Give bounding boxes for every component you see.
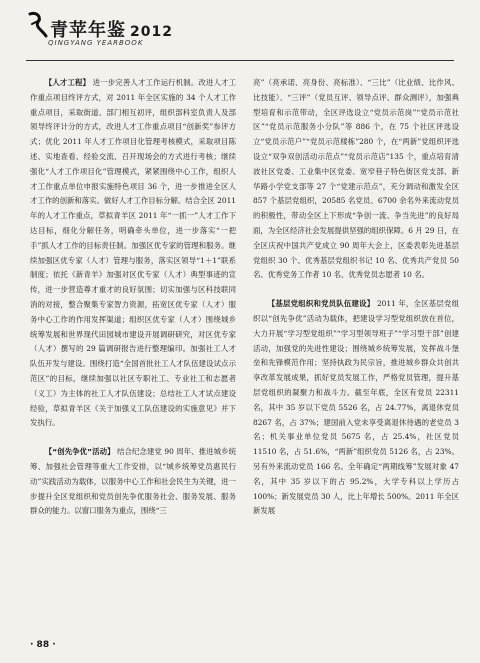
right-column xyxy=(253,76,459,519)
header-rule xyxy=(26,60,454,61)
continued-paragraph: 亮”（亮承诺、亮身份、亮标准）、“三比”（比业绩、比作风、比技能）、“三评”（党员互评、领导点评、群众测评），加强典型培育和示范带动，全区评选设立“党员示范岗”“党员示范社区”“党员示范服务小分队”等 886 个，在 75 个社区评选设立“党员示范户”“党员示范楼栋”280 个，在“两新”党组织评选设立“双争双创活动示范点”“党员示范店”135 个，重点培育清波社区党委、工业集中区党委、宽窄巷子特色街区党支部、新华路小学党支部等 27 个“党建示范点”，充分调动和激发全区 857 个基层党组织，20585 名党员、6700 余名外来流动党员的积极性，带动全区上下形成“争创一流、争当先进”的良好局面，为全区经济社会发展提供坚强的组织保障。6 月 29 日，在全区庆祝中国共产党成立 90 周年大会上，区委表彰先进基层党组织 30 个、优秀基层党组织书记 10 名、优秀共产党员 50 名、优秀党务工作者 10 名、优秀党员志愿者 10 名。 xyxy=(253,78,459,280)
section-talent-title: 【人才工程】 xyxy=(44,78,91,87)
yearbook-subtitle: QINGYANG YEARBOOK xyxy=(48,39,144,47)
section-party-title: 【基层党组织和党员队伍建设】 xyxy=(267,299,375,309)
page-number: · 88 · xyxy=(30,640,56,650)
section-party xyxy=(253,297,459,519)
section-party-body: 2011 年，全区基层党组织以“创先争优”活动为载体，把建设学习型党组织放在首位，大力开展“学习型党组织”“学习型领导班子”“学习型干部”创建活动，加强党的先进性建设；围绕城乡统筹发展，发挥战斗堡垒和先锋模范作用；坚持执政为民宗旨，推进城乡群众共创共享改革发展成果，抓好党员发展工作，严格党员管理，提升基层党组织的凝聚力和战斗力。截至年底，全区有党员 22311 名，其中 35 岁以下党员 5526 名，占 24.77%，离退休党员 8267 名，占 37%；建国前入党未享受离退休待遇的老党员 3 名；机关事业单位党员 5675 名，占 25.4%，社区党员 11510 名，占 51.6%，“两新”组织党员 5126 名，占 23%。另有外来流动党员 166 名。全年确定“两期线筹”发展对象 47 名，其中 35 岁以下的占 95.2%，大学专科以上学历占 100%；新发展党员 30 人，比上年增长 500%。2011 年全区新发展 xyxy=(253,299,459,516)
section-talent xyxy=(30,76,236,431)
title-text: 青苹年鉴 xyxy=(50,20,126,41)
left-column xyxy=(30,76,236,519)
logo-brush-icon xyxy=(26,10,50,40)
section-talent-body: 进一步完善人才工作运行机制。改进人才工作重点项目终评方式，对 2011 年全区实施的 34 个人才工作重点项目，采取街道、部门相互初评，组织部科室负责人及部领导终评计分的方式，改进人才工作重点项目“创新奖”参评方式；优化 2011 年人才工作项目化管理考核模式，采取项目陈述、实地查看、经验交流、召开现场会的方式进行考核；继续强化“人才工作项目化”管理模式，紧紧围绕中心工作，组织人才工作重点单位申报实施特色项目 36 个，进一步推进全区人才工作的创新和落实。做好人才工作目标分解。结合全区 2011 年的人才工作重点，草拟青羊区 2011 年“一抓一”人才工作下达目标，细化分解任务，明确牵头单位，进一步落实“一把手”抓人才工作的目标责任制。加强区优专家的管理和服务。继续加强区优专家（人才）管理与服务，落实区领导“1＋1”联系制度；依托《新青羊》加强对区优专家（人才）典型事迹的宣传，进一步营造尊才重才的良好氛围；切实加强与区科技联同消的对接，整合聚集专家智力资源，拓宽区优专家（人才）服务中心工作的作用发挥渠道；组织区优专家（人才）围绕城乡统筹发展和世界现代田园城市建设开展调研研究，对区优专家（人才）撰写的 29 篇调研报告进行整理编印。加强社工人才队伍开发与建设。围绕打造“全国首批社工人才队伍建设试点示范区”的目标，继续加强以社区专职社工、专业社工和志愿者（义工）为主体的社工人才队伍建设；总结社工人才试点建设经验，草拟青羊区《关于加强义工队伍建设的实施意见》并下发执行。 xyxy=(30,78,236,428)
section-excellence-title: 【“创先争优”活动】 xyxy=(44,447,115,457)
section-excellence-body: 结合纪念建党 90 周年、推进城乡统筹、加强社会管理等重大工作安排，以“城乡统筹党员惠民行动”实践活动为载体，以服务中心工作和社会民生为关键，进一步提升全区党组织和党员创先争优服务社会、服务发展、服务群众的能力。以窗口服务为重点，围绕“三 xyxy=(30,447,237,516)
section-excellence xyxy=(30,445,236,519)
title-year: 2012 xyxy=(130,24,173,40)
